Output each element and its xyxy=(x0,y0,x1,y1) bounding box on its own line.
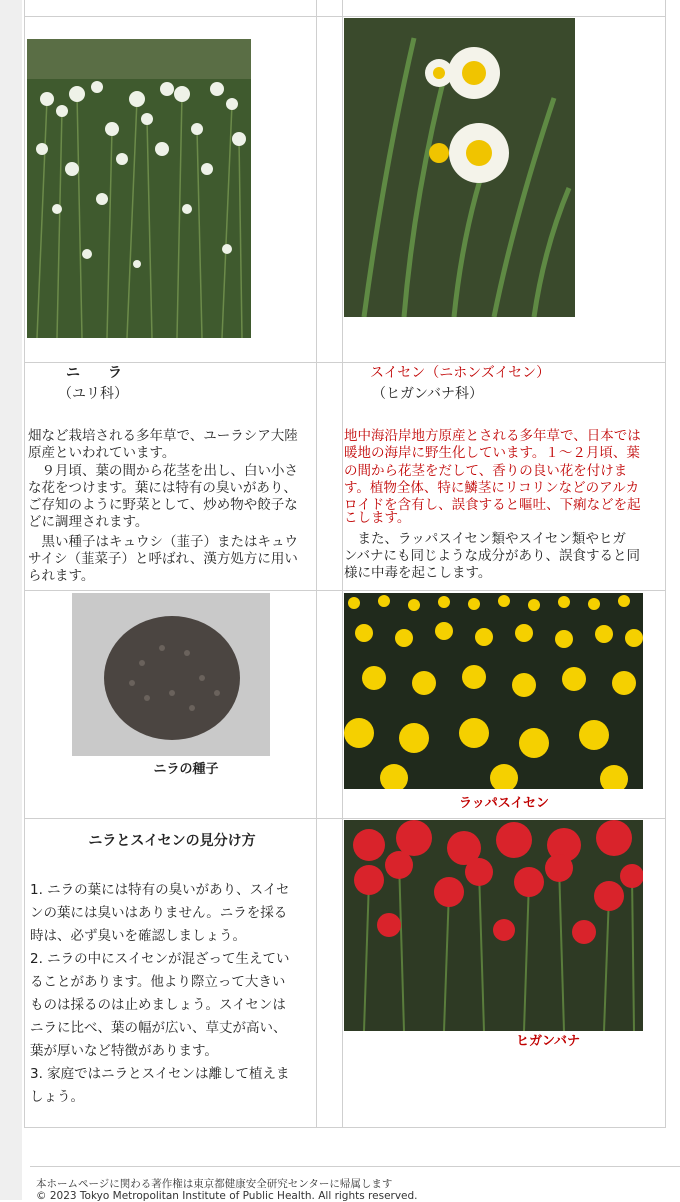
trumpet-daffodil-caption: ラッパスイセン xyxy=(458,796,550,811)
suisen-desc-red-line: の間から花茎をだして、香りの良い花を付けま xyxy=(344,463,628,479)
howto-line: 1. ニラの葉には特有の臭いがあり、スイセ xyxy=(30,882,290,898)
nira-flower-photo xyxy=(27,39,251,338)
nira-seed-photo xyxy=(72,593,270,756)
nira-desc-line: られます。 xyxy=(28,568,95,584)
howto-line: ることがあります。他より際立って大きい xyxy=(30,974,286,990)
suisen-desc-red-line: 地中海沿岸地方原産とされる多年草で、日本では xyxy=(344,428,641,444)
suisen-desc-red-line: こします。 xyxy=(344,510,411,526)
howto-line: しょう。 xyxy=(30,1089,84,1105)
table-border-middle-right xyxy=(342,0,343,1128)
suisen-desc-red-line: 暖地の海岸に野生化しています。１～２月頃、葉 xyxy=(344,445,640,461)
suisen-desc-line: 様に中毒を起こします。 xyxy=(344,565,492,581)
howto-line: 葉が厚いなど特徴があります。 xyxy=(30,1043,218,1059)
suisen-desc-line: ンバナにも同じような成分があり、誤食すると同 xyxy=(344,548,641,564)
footer-copyright-notice: 本ホームページに関わる著作権は東京都健康安全研究センターに帰属します xyxy=(36,1178,393,1190)
higanbana-photo xyxy=(344,820,643,1031)
nira-desc-line: どに調理されます。 xyxy=(28,514,149,530)
table-border-right xyxy=(665,0,666,1128)
howto-title: ニラとスイセンの見分け方 xyxy=(88,833,256,849)
nira-name: ニ ラ xyxy=(66,365,122,381)
nira-desc-line: ９月頃、葉の間から花茎を出し、白い小さ xyxy=(28,463,298,479)
suisen-name: スイセン（ニホンズイセン） xyxy=(370,365,551,381)
table-row-divider xyxy=(24,590,666,591)
suisen-desc-red-line: ロイドを含有し、誤食すると嘔吐、下痢などを起 xyxy=(344,497,641,513)
page-left-rail xyxy=(0,0,22,1200)
howto-line: 3. 家庭ではニラとスイセンは離して植えま xyxy=(30,1066,290,1082)
table-row-divider xyxy=(24,16,666,17)
suisen-flower-photo xyxy=(344,18,575,317)
nira-desc-line: 畑など栽培される多年草で、ユーラシア大陸 xyxy=(28,428,298,444)
nira-desc-line: 原産といわれています。 xyxy=(28,445,176,461)
trumpet-daffodil-photo xyxy=(344,593,643,789)
table-border-middle-left xyxy=(316,0,317,1128)
howto-line: 2. ニラの中にスイセンが混ざって生えてい xyxy=(30,951,290,967)
nira-desc-line: な花をつけます。葉には特有の臭いがあり、 xyxy=(28,480,297,496)
footer-divider xyxy=(30,1166,680,1167)
higanbana-caption: ヒガンバナ xyxy=(515,1034,581,1049)
howto-line: ンの葉には臭いはありません。ニラを採る xyxy=(30,905,288,921)
suisen-desc-line: また、ラッパスイセン類やスイセン類やヒガ xyxy=(344,531,626,547)
howto-line: 時は、必ず臭いを確認しましょう。 xyxy=(30,928,246,944)
nira-desc-line: 黒い種子はキュウシ（韮子）またはキュウ xyxy=(28,534,298,550)
nira-desc-line: サイシ（韮菜子）と呼ばれ、漢方処方に用い xyxy=(28,551,298,567)
howto-line: ものは採るのは止めましょう。スイセンは xyxy=(30,997,286,1013)
nira-seed-caption: ニラの種子 xyxy=(153,762,219,777)
table-border-left xyxy=(24,0,25,1128)
nira-family: （ユリ科） xyxy=(58,386,128,402)
table-row-divider xyxy=(24,1127,666,1128)
suisen-family: （ヒガンバナ科） xyxy=(372,386,484,402)
footer-copyright-line: © 2023 Tokyo Metropolitan Institute of Public Health. All rights reserved. xyxy=(36,1190,418,1202)
howto-line: ニラに比べ、葉の幅が広い、草丈が高い、 xyxy=(30,1020,287,1036)
nira-desc-line: ご存知のように野菜として、炒め物や餃子な xyxy=(28,497,298,513)
table-row-divider xyxy=(24,818,666,819)
suisen-desc-red-line: す。植物全体、特に鱗茎にリコリンなどのアルカ xyxy=(344,480,640,496)
